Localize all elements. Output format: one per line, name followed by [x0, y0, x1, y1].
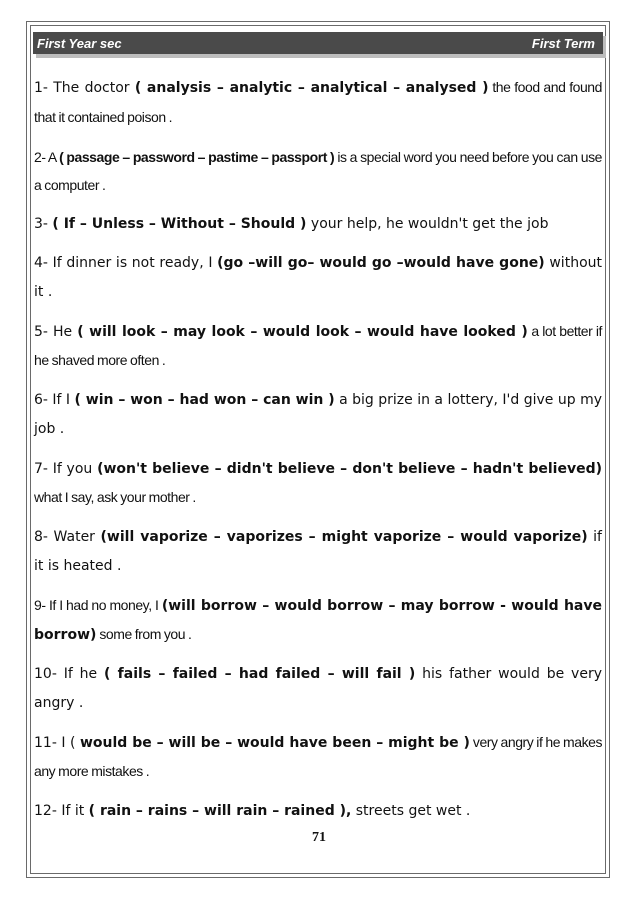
- question-options: ( win – won – had won – can win ): [74, 392, 335, 408]
- question-number: 10-: [34, 666, 64, 682]
- question-text-before: If you: [52, 460, 98, 477]
- question-11: [34, 728, 602, 787]
- question-text-before: He: [53, 323, 78, 340]
- question-7: [34, 454, 602, 513]
- question-text-after: without it .: [34, 255, 602, 300]
- question-text-before: The doctor: [53, 80, 135, 96]
- question-number: 7-: [34, 460, 53, 477]
- question-number: 12-: [34, 803, 62, 819]
- question-number: 1-: [34, 80, 54, 96]
- header-left-label: First Year sec: [37, 35, 122, 51]
- question-text-after: streets get wet .: [351, 803, 471, 819]
- question-options: (won't believe – didn't believe – don't believe – hadn't believed): [97, 460, 602, 477]
- question-options: ( rain – rains – will rain – rained ),: [88, 803, 352, 819]
- question-options: (will vaporize – vaporizes – might vaporize – would vaporize): [100, 529, 588, 545]
- question-options: ( If – Unless – Without – Should ): [52, 216, 307, 232]
- question-text-before: Water: [53, 529, 101, 545]
- question-text-before: I (: [61, 734, 80, 751]
- question-text-after: if it is heated .: [34, 529, 602, 574]
- question-8: [34, 523, 602, 580]
- question-number: 6-: [34, 392, 53, 408]
- question-text-after: his father would be very angry .: [34, 666, 602, 711]
- question-text-before: If it: [61, 803, 89, 819]
- question-options: ( fails – failed – had failed – will fail ): [104, 666, 416, 682]
- question-number: 8-: [34, 529, 54, 545]
- question-number: 4-: [34, 255, 53, 271]
- question-text-after: your help, he wouldn't get the job: [306, 216, 549, 232]
- question-text-after: the food and found that it contained poison .: [34, 79, 602, 125]
- question-text-before: If he: [63, 666, 104, 682]
- question-1: [34, 73, 602, 132]
- question-6: [34, 386, 602, 443]
- question-text-after: some from you .: [96, 626, 192, 642]
- question-number: 9-: [34, 596, 49, 613]
- page-number: 71: [312, 830, 326, 845]
- question-text-after: a lot better if he shaved more often .: [34, 322, 602, 368]
- question-number: 11-: [34, 734, 62, 751]
- question-number: 5-: [34, 323, 54, 340]
- question-2: [34, 143, 602, 200]
- question-options: ( passage – password – pastime – passport ): [59, 148, 335, 165]
- question-text-before: If I had no money, I: [48, 596, 162, 613]
- question-options: ( will look – may look – would look – would have looked ): [77, 323, 528, 340]
- question-text-after: very angry if he makes any more mistakes .: [34, 733, 603, 779]
- question-9: [34, 591, 602, 650]
- question-3: [34, 210, 602, 239]
- question-5: [34, 317, 602, 376]
- question-10: [34, 660, 602, 717]
- header-right-label: First Term: [531, 35, 595, 51]
- question-text-before: A: [47, 148, 60, 165]
- question-text-before: If I: [52, 392, 75, 408]
- question-list: [34, 73, 602, 836]
- question-options: ( analysis – analytic – analytical – analysed ): [134, 80, 489, 96]
- question-12: [34, 797, 602, 826]
- question-text-after: is a special word you need before you can use a computer .: [34, 148, 602, 193]
- question-options: would be – will be – would have been – might be ): [79, 734, 470, 751]
- header-bar: [33, 32, 603, 54]
- question-number: 3-: [34, 216, 53, 232]
- question-options: (go –will go– would go –would have gone): [217, 255, 545, 271]
- question-4: [34, 249, 602, 306]
- question-text-after: what I say, ask your mother .: [34, 489, 196, 505]
- question-options: (will borrow – would borrow – may borrow - would have borrow): [34, 597, 602, 643]
- question-text-before: If dinner is not ready, I: [52, 255, 218, 271]
- question-number: 2-: [34, 148, 48, 165]
- question-text-after: a big prize in a lottery, I'd give up my job .: [34, 392, 603, 437]
